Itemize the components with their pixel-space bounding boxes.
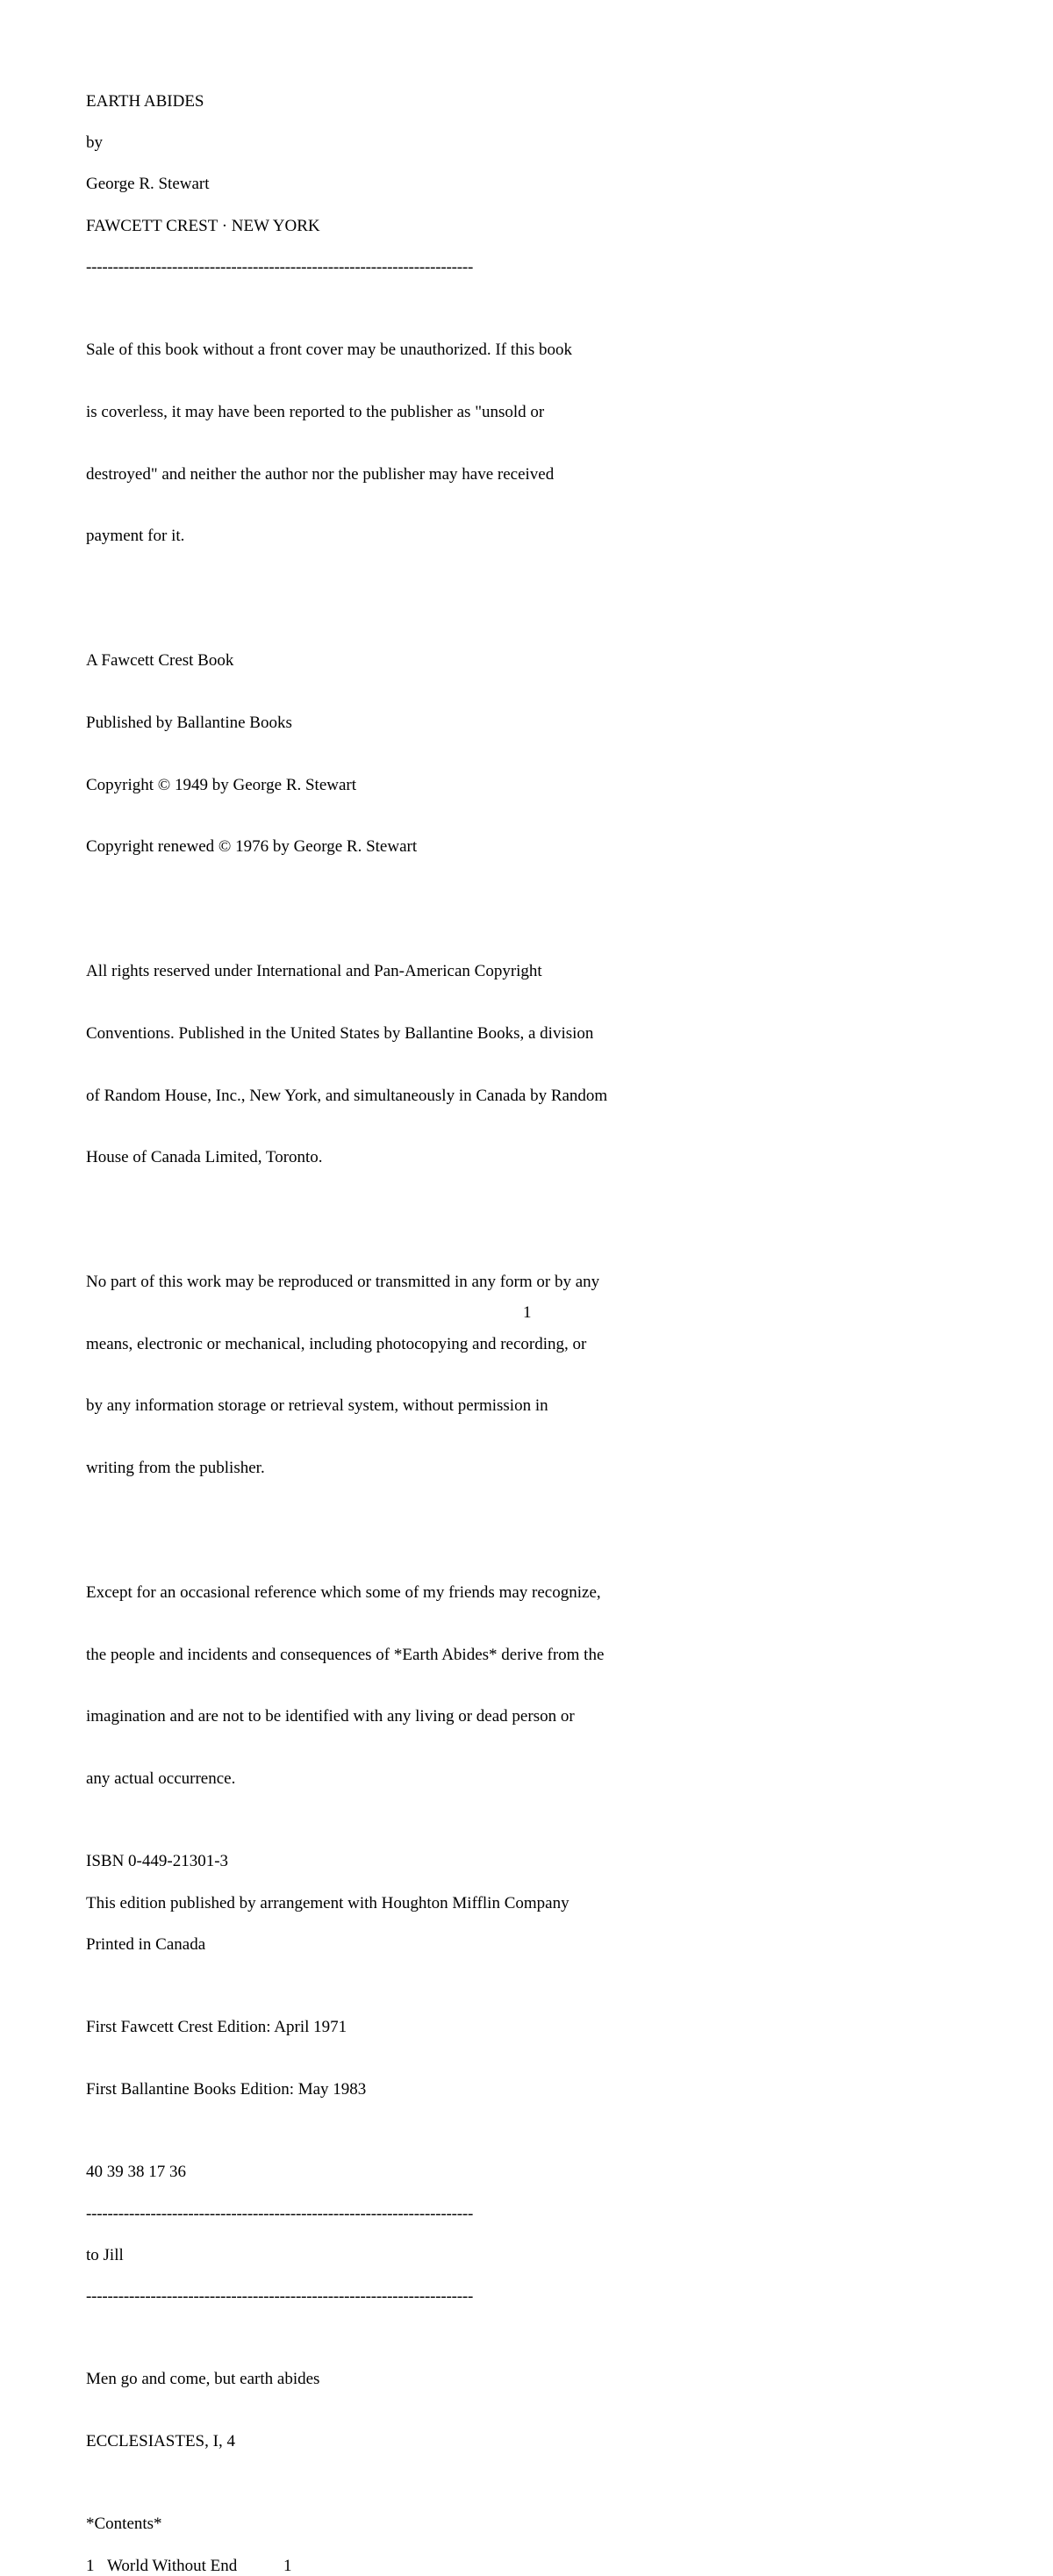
separator-line: ------------------------------------------------------------------------ [86, 2204, 474, 2223]
book-title: EARTH ABIDES [86, 92, 204, 111]
publication-info-line: A Fawcett Crest Book [86, 651, 234, 671]
fiction-notice-line: Except for an occasional reference which some of my friends may recognize, [86, 1582, 601, 1602]
rights-reserved-line: Conventions. Published in the United States by Ballantine Books, a division [86, 1023, 594, 1043]
fiction-notice-line: any actual occurrence. [86, 1769, 236, 1789]
edition-history [86, 1976, 700, 2142]
rights-reserved-line: All rights reserved under International and Pan-American Copyright [86, 961, 542, 980]
by-line: by [86, 133, 103, 153]
dedication: to Jill [86, 2245, 124, 2264]
isbn: ISBN 0-449-21301-3 [86, 1852, 229, 1871]
arrangement-notice: This edition published by arrangement with Houghton Mifflin Company [86, 1893, 569, 1912]
rights-reserved-line: House of Canada Limited, Toronto. [86, 1148, 323, 1167]
edition-line: First Fawcett Crest Edition: April 1971 [86, 2018, 347, 2037]
rights-reserved [86, 920, 700, 1209]
publication-info-line: Copyright © 1949 by George R. Stewart [86, 775, 357, 794]
reproduction-notice-line: by any information storage or retrieval system, without permission in [86, 1396, 548, 1416]
reproduction-notice [86, 1231, 700, 1520]
separator-line: ------------------------------------------------------------------------ [86, 257, 474, 276]
sale-notice-line: destroyed" and neither the author nor the publisher may have received [86, 464, 555, 484]
printed-in: Printed in Canada [86, 1934, 206, 1954]
reproduction-notice-line: means, electronic or mechanical, including photocopying and recording, or [86, 1334, 587, 1353]
separator-line: ------------------------------------------------------------------------ [86, 2286, 474, 2306]
sale-notice [86, 298, 700, 588]
page-number: 1 [523, 1303, 532, 1322]
author-name: George R. Stewart [86, 175, 210, 194]
publication-info [86, 609, 700, 899]
reproduction-notice-line: No part of this work may be reproduced or transmitted in any form or by any [86, 1272, 600, 1291]
contents-heading: *Contents* [86, 2515, 162, 2534]
publisher-imprint: FAWCETT CREST · NEW YORK [86, 216, 320, 235]
epigraph-quote: Men go and come, but earth abides [86, 2370, 320, 2389]
contents-entry [86, 2556, 700, 2576]
fiction-notice-line: the people and incidents and consequences of *Earth Abides* derive from the [86, 1645, 605, 1664]
document-page [86, 91, 700, 2576]
edition-line: First Ballantine Books Edition: May 1983 [86, 2080, 367, 2099]
reproduction-notice-line: writing from the publisher. [86, 1459, 265, 1478]
contents-entry-title: World Without End [107, 2556, 238, 2575]
publication-info-line: Published by Ballantine Books [86, 713, 292, 732]
fiction-notice-line: imagination and are not to be identified with any living or dead person or [86, 1707, 575, 1726]
rights-reserved-line: of Random House, Inc., New York, and simultaneously in Canada by Random [86, 1086, 608, 1105]
sale-notice-line: Sale of this book without a front cover may be unauthorized. If this book [86, 341, 573, 360]
sale-notice-line: payment for it. [86, 527, 185, 546]
print-line: 40 39 38 17 36 [86, 2163, 186, 2182]
epigraph [86, 2328, 700, 2493]
contents-entry-page: 1 [283, 2556, 292, 2575]
contents-entry-number: 1 [86, 2556, 95, 2575]
sale-notice-line: is coverless, it may have been reported to the publisher as "unsold or [86, 402, 545, 421]
epigraph-source: ECCLESIASTES, I, 4 [86, 2432, 235, 2451]
publication-info-line: Copyright renewed © 1976 by George R. Stewart [86, 837, 418, 857]
fiction-notice [86, 1541, 700, 1831]
